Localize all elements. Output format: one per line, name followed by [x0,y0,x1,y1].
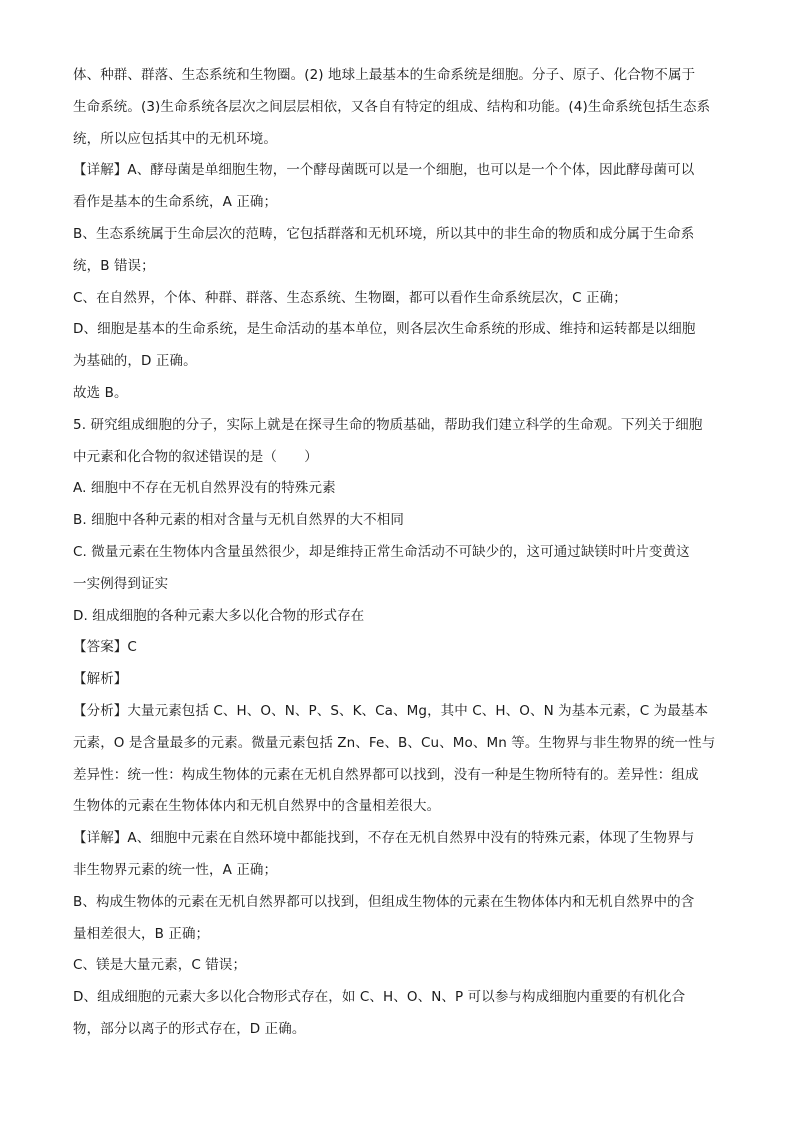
option-a: A. 细胞中不存在无机自然界没有的特殊元素 [73,480,336,497]
text-line: 统，B 错误； [73,257,155,274]
text-line: 差异性：统一性：构成生物体的元素在无机自然界都可以找到，没有一种是生物所特有的。差异性：组成 [73,766,699,783]
analysis-heading: 【解析】 [73,671,128,688]
text-line: 体、种群、群落、生态系统和生物圈。(2) 地球上最基本的生命系统是细胞。分子、原子、化合物不属于 [73,67,696,83]
text-line: 元素，O 是含量最多的元素。微量元素包括 Zn、Fe、B、Cu、Mo、Mn 等。生物界与非生物界的统一性与 [73,734,716,751]
option-d: D. 组成细胞的各种元素大多以化合物的形式存在 [73,607,365,624]
text-line: D、细胞是基本的生命系统，是生命活动的基本单位，则各层次生命系统的形成、维持和运转都是以细胞 [73,321,696,338]
text-line: 统，所以应包括其中的无机环境。 [73,130,277,147]
option-c: 一实例得到证实 [73,575,169,592]
text-line: 物，部分以离子的形式存在，D 正确。 [73,1020,306,1037]
text-line: B、构成生物体的元素在无机自然界都可以找到，但组成生物体的元素在生物体体内和无机自然界中的含 [73,893,695,910]
text-line: 生命系统。(3)生命系统各层次之间层层相依，又各自有特定的组成、结构和功能。(4)生命系统包括生态系 [73,98,711,115]
text-line: 量相差很大，B 正确； [73,925,210,942]
text-line: C、镁是大量元素，C 错误； [73,957,247,974]
text-line: 生物体的元素在生物体体内和无机自然界中的含量相差很大。 [73,798,441,815]
text-line: D、组成细胞的元素大多以化合物形式存在，如 C、H、O、N、P 可以参与构成细胞内重要的有机化合 [73,989,686,1006]
option-b: B. 细胞中各种元素的相对含量与无机自然界的大不相同 [73,512,404,529]
text-line: 故选 B。 [73,384,128,401]
question-stem: 中元素和化合物的叙述错误的是（ ） [73,448,318,465]
text-line: 【详解】A、细胞中元素在自然环境中都能找到，不存在无机自然界中没有的特殊元素，体现了生物界与 [73,830,695,847]
question-stem: 5. 研究组成细胞的分子，实际上就是在探寻生命的物质基础，帮助我们建立科学的生命观。下列关于细胞 [73,416,703,433]
option-c: C. 微量元素在生物体内含量虽然很少，却是维持正常生命活动不可缺少的，这可通过缺镁时叶片变黄这 [73,543,690,560]
text-line: 非生物界元素的统一性，A 正确； [73,861,278,878]
text-line: C、在自然界，个体、种群、群落、生态系统、生物圈，都可以看作生命系统层次，C 正确； [73,289,627,306]
text-line: 【详解】A、酵母菌是单细胞生物，一个酵母菌既可以是一个细胞，也可以是一个个体，因此酵母菌可以 [73,162,695,179]
text-line: 为基础的，D 正确。 [73,353,197,370]
answer-line: 【答案】C [73,639,137,656]
text-line: 【分析】大量元素包括 C、H、O、N、P、S、K、Ca、Mg，其中 C、H、O、N 为基本元素，C 为最基本 [73,702,709,719]
text-line: 看作是基本的生命系统，A 正确； [73,194,278,211]
document-page [73,60,723,1046]
text-line: B、生态系统属于生命层次的范畴，它包括群落和无机环境，所以其中的非生命的物质和成分属于生命系 [73,225,695,242]
